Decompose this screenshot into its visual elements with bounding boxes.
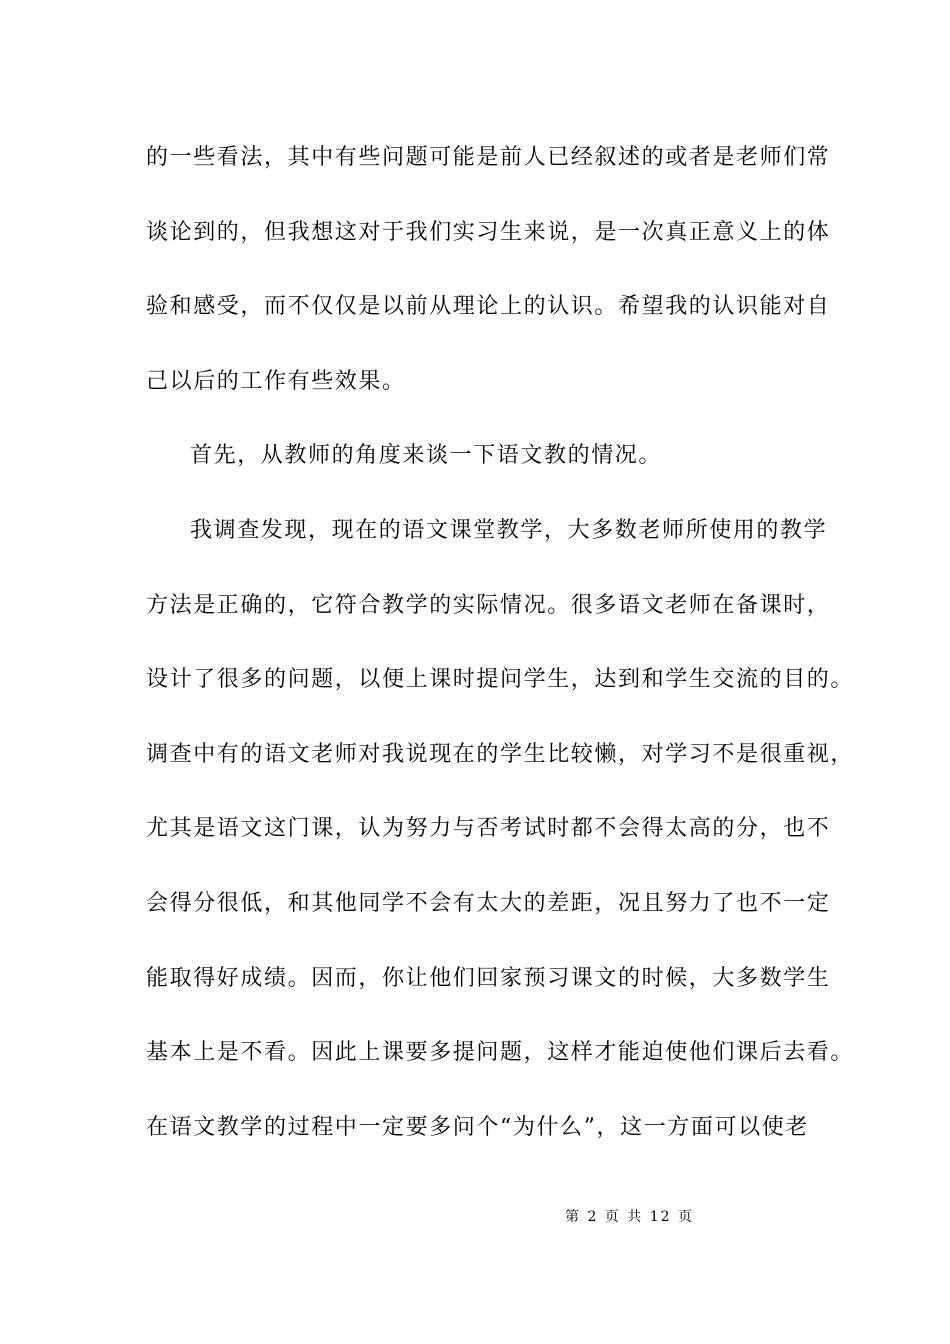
text-line: 在语文教学的过程中一定要多问个“为什么”，这一方面可以使老 [146, 1114, 809, 1140]
text-line: 设计了很多的问题，以便上课时提问学生，达到和学生交流的目的。 [146, 667, 855, 693]
text-line: 验和感受，而不仅仅是以前从理论上的认识。希望我的认识能对自 [146, 294, 831, 320]
text-line: 调查中有的语文老师对我说现在的学生比较懒，对学习不是很重视， [146, 741, 855, 767]
text-line: 己以后的工作有些效果。 [146, 368, 406, 394]
text-line: 的一些看法，其中有些问题可能是前人已经叙述的或者是老师们常 [146, 145, 831, 170]
text-line: 会得分很低，和其他同学不会有太大的差距，况且努力了也不一定 [146, 890, 831, 916]
text-line: 谈论到的，但我想这对于我们实习生来说，是一次真正意义上的体 [146, 219, 831, 245]
page-number: 第 2 页 共 12 页 [565, 1209, 694, 1225]
text-line: 我调查发现，现在的语文课堂教学，大多数老师所使用的教学 [190, 517, 828, 543]
text-line: 尤其是语文这门课，认为努力与否考试时都不会得太高的分，也不 [146, 816, 831, 842]
text-line: 方法是正确的，它符合教学的实际情况。很多语文老师在备课时， [146, 592, 831, 618]
body-text [146, 128, 855, 1172]
text-line: 基本上是不看。因此上课要多提问题，这样才能迫使他们课后去看。 [146, 1040, 855, 1066]
text-line: 首先，从教师的角度来谈一下语文教的情况。 [190, 443, 663, 469]
text-line: 能取得好成绩。因而，你让他们回家预习课文的时候，大多数学生 [146, 965, 831, 991]
